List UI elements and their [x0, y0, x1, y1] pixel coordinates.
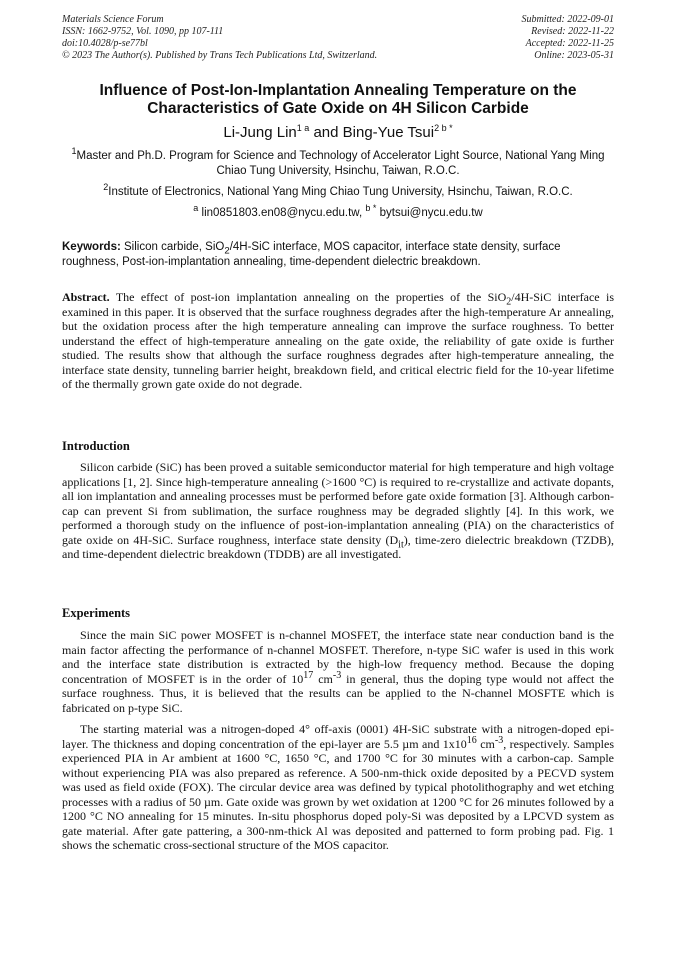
exp1-text-c: in general, thus the doping type would not affect the surface roughness. Thus, it is believed that the results can be applied to the N-channel MOSFTE which is fabricated on p-type SiC.: [62, 671, 614, 715]
journal-info: [62, 14, 377, 62]
email-b-marker: b *: [365, 203, 377, 214]
affiliation-1: [62, 146, 614, 179]
email-line: [62, 203, 614, 221]
intro-subscript: it: [398, 538, 404, 550]
journal-issn: ISSN: 1662-9752, Vol. 1090, pp 107-111: [62, 26, 224, 37]
exp1-superscript-2: -3: [332, 669, 342, 681]
introduction-heading: Introduction: [62, 439, 130, 453]
experiments-paragraph-2: [62, 722, 614, 853]
abstract-text-1: The effect of post-ion implantation annealing on the properties of the SiO: [115, 290, 507, 304]
experiments-paragraph-1: [62, 628, 614, 715]
keywords-text-1: Silicon carbide, SiO: [124, 241, 225, 253]
email-a-marker: a: [193, 203, 199, 214]
affiliation-1-marker: 1: [71, 146, 77, 157]
author-2-superscript: 2 b *: [434, 123, 453, 133]
affiliation-2-marker: 2: [103, 182, 109, 193]
keywords-section: [62, 240, 614, 270]
affiliation-2: [62, 182, 614, 200]
keywords-text-2: /4H-SiC interface, MOS capacitor, interface state density, surface roughness, Post-ion-implantation annealing, time-dependent dielectric breakdown.: [62, 241, 561, 268]
exp2-text-a: The starting material was a nitrogen-doped 4° off-axis (0001) 4H-SiC substrate with a nitrogen-doped epi-layer. The thickness and doping concentration of the epi-layer are 5.5 µm and 1x10: [62, 722, 614, 751]
date-submitted: Submitted: 2022-09-01: [521, 14, 614, 25]
exp2-superscript-2: -3: [494, 734, 504, 746]
intro-text-1: Silicon carbide (SiC) has been proved a suitable semiconductor material for high temperature and high voltage applications [1, 2]. Since high-temperature annealing (>1600 °C) is required to re-crystallize and activate dopants, all ion implantation and annealing processes must be performed before gate oxide formation [3]. Although carbon-cap can prevent Si from sublimation, the surface roughness may be degraded slightly [4]. In this work, we performed a thorough study on the influence of post-ion-implantation annealing (PIA) on the characteristics of gate oxide on 4H-SiC. Surface roughness, interface state density (D: [62, 460, 614, 547]
email-b[interactable]: bytsui@nycu.edu.tw: [379, 207, 483, 219]
journal-copyright: © 2023 The Author(s). Published by Trans Tech Publications Ltd, Switzerland.: [62, 50, 378, 61]
keywords-label: Keywords:: [62, 241, 121, 253]
exp2-text-b: cm: [476, 736, 495, 751]
exp1-superscript-1: 17: [303, 669, 314, 681]
introduction-paragraph: [62, 460, 614, 562]
author-2: Bing-Yue Tsui: [342, 124, 435, 141]
experiments-heading: Experiments: [62, 606, 131, 620]
affiliation-2-text: Institute of Electronics, National Yang Ming Chiao Tung University, Hsinchu, Taiwan, R.O.C.: [108, 186, 573, 198]
title-line-2: Characteristics of Gate Oxide on 4H Silicon Carbide: [147, 100, 529, 117]
author-conjunction: and: [313, 124, 339, 141]
abstract-text-2: /4H-SiC interface is examined in this paper. It is observed that the surface roughness degrades after the high-temperature Ar annealing, but the oxidation process after the high temperature annealing can improve the surface roughness. To better understand the effect of high-temperature annealing on the gate oxide, the reliability of gate oxide is further studied. The results show that although the surface roughness degrades after high-temperature annealing, the interface state density, tunneling barrier height, breakdown field, and critical electric field for the 10-year lifetime of the thermally grown gate oxide do not degrade.: [62, 290, 614, 391]
title-line-1: Influence of Post-Ion-Implantation Annealing Temperature on the: [99, 82, 577, 99]
affiliation-1-text: Master and Ph.D. Program for Science and Technology of Accelerator Light Source, National Yang Ming Chiao Tung University, Hsinchu, Taiwan, R.O.C.: [76, 150, 605, 177]
abstract-paragraph: [62, 290, 614, 392]
exp2-superscript-1: 16: [466, 734, 477, 746]
keywords-subscript: 2: [224, 245, 230, 257]
publication-dates: [522, 14, 615, 62]
journal-doi: doi:10.4028/p-se77bl: [62, 38, 148, 49]
date-online: Online: 2023-05-31: [534, 50, 614, 61]
email-a[interactable]: lin0851803.en08@nycu.edu.tw,: [201, 207, 363, 219]
author-1: Li-Jung Lin: [223, 124, 297, 141]
date-revised: Revised: 2022-11-22: [531, 26, 614, 37]
abstract-label: Abstract.: [62, 290, 110, 304]
paper-title: [62, 82, 614, 118]
exp2-text-c: , respectively. Samples experienced PIA in Ar ambient at 1600 °C, 1650 °C, and 1700 °C for 30 minutes with a carbon-cap. Sample without experiencing PIA was also prepared as reference. A 500-nm-thick oxide deposited by a PECVD system was used as field oxide (FOX). The circular device area was defined by typical photolithography and wet etching processes with a radius of 50 µm. Gate oxide was grown by wet oxidation at 1200 °C for 26 minutes followed by a 1200 °C NO annealing for 15 minutes. In-situ phosphorus doped poly-Si was deposited by a LPCVD system as gate material. After gate pattering, a 300-nm-thick Al was deposited and patterned to form probing pad. Fig. 1 shows the schematic cross-sectional structure of the MOS capacitor.: [62, 736, 614, 852]
exp1-text-b: cm: [313, 671, 333, 686]
author-list: [62, 124, 614, 142]
intro-text-2: ), time-zero dielectric breakdown (TZDB), and time-dependent dielectric breakdown (TDDB) are all investigated.: [62, 532, 614, 561]
date-accepted: Accepted: 2022-11-25: [525, 38, 614, 49]
author-1-superscript: 1 a: [296, 123, 310, 133]
journal-name: Materials Science Forum: [62, 14, 164, 25]
exp1-text-a: Since the main SiC power MOSFET is n-channel MOSFET, the interface state near conduction band is the main factor affecting the performance of n-channel MOSFET. Therefore, n-type SiC wafer is used in this work and the interface state distribution is extracted by the high-low frequency method. Because the doping concentration of MOSFET is in the order of 10: [62, 628, 614, 686]
abstract-subscript: 2: [506, 296, 512, 308]
